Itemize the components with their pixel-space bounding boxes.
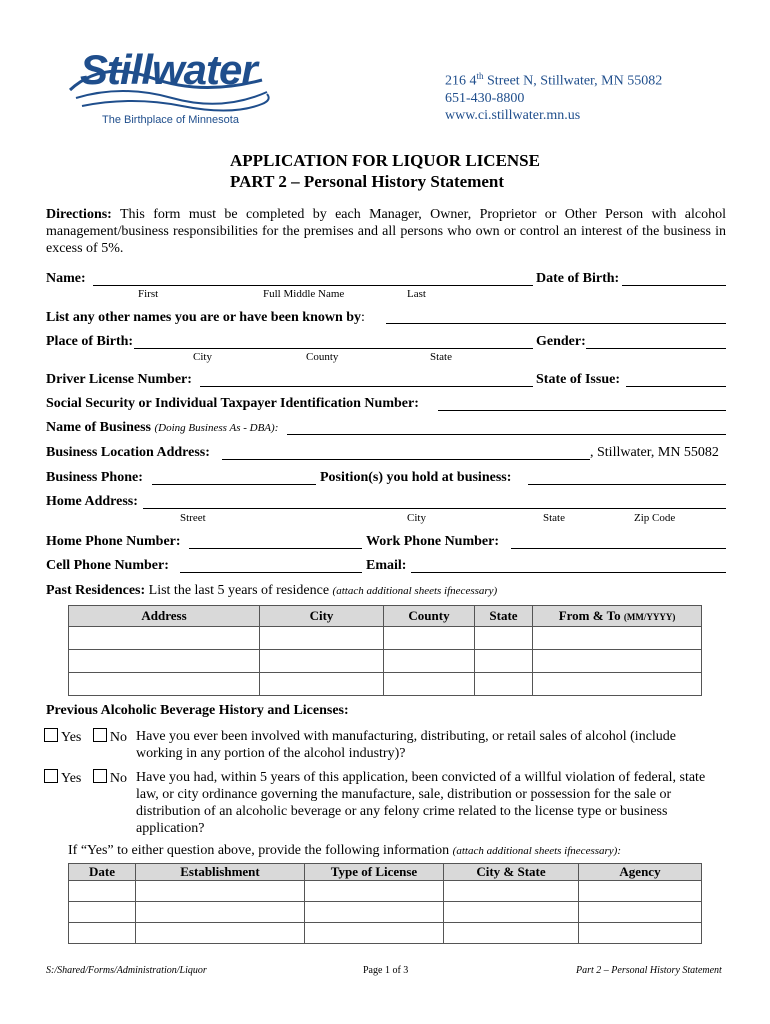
q2-no-checkbox[interactable] [93,769,107,783]
ha-state-caption: State [543,512,565,524]
gender-label: Gender: [536,334,586,349]
q1-yes-label: Yes [61,730,82,745]
q1-no-checkbox[interactable] [93,728,107,742]
ssn-input[interactable] [438,410,726,411]
business-phone-label: Business Phone: [46,470,143,485]
q2-options [44,769,127,787]
contact-phone: 651-430-8800 [445,90,525,106]
ha-zip-caption: Zip Code [634,512,676,524]
place-of-birth-label: Place of Birth: [46,334,134,349]
q1-no-label: No [109,730,127,745]
name-middle-caption: Full Middle Name [263,288,345,300]
footer-part: Part 2 – Personal History Statement [576,965,722,976]
gender-input[interactable] [586,348,726,349]
name-label: Name: [46,271,86,286]
contact-address: 216 4th Street N, Stillwater, MN 55082 [445,71,663,89]
directions-label: Directions: [46,207,112,222]
ha-city-caption: City [407,512,426,524]
pob-city-caption: City [193,351,212,363]
form-title [0,150,770,192]
business-phone-input[interactable] [152,484,316,485]
home-address-input[interactable] [143,508,726,509]
other-names-label: List any other names you are or have been known by: [46,310,365,325]
table-row[interactable] [69,627,702,650]
email-input[interactable] [411,572,726,573]
cell-phone-label: Cell Phone Number: [46,558,169,573]
business-location-input[interactable] [222,459,590,460]
name-last-caption: Last [407,288,426,300]
footer-path: S:/Shared/Forms/Administration/Liquor [46,965,207,976]
q1-text: Have you ever been involved with manufacturing, distributing, or retail sales of alcohol (include working in any portion of the alcohol industry)? [136,729,677,761]
logo-word: Stillwater [80,46,257,93]
email-label: Email: [366,558,407,573]
col-type-of-license: Type of License [305,864,444,881]
business-name-label: Name of Business (Doing Business As - DBA): [46,420,279,435]
col-city-state: City & State [444,864,579,881]
col-county: County [384,606,475,627]
table-row[interactable] [69,673,702,696]
q2-text: Have you had, within 5 years of this application, been convicted of a willful violation of federal, state law, or city ordinance governing the manufacture, sale, distribution or possession for the sale or distribution of an alcoholic beverage or any felony crime related to the license type or business application? [136,770,706,836]
past-residences-heading: Past Residences: List the last 5 years of residence (attach additional sheets ifnecessary) [46,583,498,598]
pob-county-caption: County [306,351,339,363]
work-phone-input[interactable] [511,548,726,549]
directions-text: This form must be completed by each Manager, Owner, Proprietor or Other Person with alcohol management/business responsibilities for the premises and all persons who own or control an interest of the business in excess of 5%. [46,207,726,256]
business-location-suffix: , Stillwater, MN 55082 [590,445,719,460]
directions [46,206,726,257]
cell-phone-input[interactable] [180,572,362,573]
positions-input[interactable] [528,484,726,485]
q2-yes-label: Yes [61,771,82,786]
col-city: City [260,606,384,627]
col-from-to: From & To (MM/YYYY) [533,606,702,627]
ha-street-caption: Street [180,512,206,524]
driver-license-input[interactable] [200,386,533,387]
col-address: Address [69,606,260,627]
table-row[interactable] [69,902,702,923]
home-phone-label: Home Phone Number: [46,534,181,549]
business-name-input[interactable] [287,434,726,435]
home-address-label: Home Address: [46,494,138,509]
logo-tagline: The Birthplace of Minnesota [102,114,239,126]
pob-state-caption: State [430,351,452,363]
city-logo [62,40,277,132]
home-phone-input[interactable] [189,548,362,549]
license-history-table [68,863,702,944]
contact-block [445,68,662,124]
place-of-birth-input[interactable] [134,348,533,349]
col-state: State [475,606,533,627]
dob-input[interactable] [622,285,726,286]
name-input[interactable] [93,285,533,286]
driver-license-label: Driver License Number: [46,372,192,387]
q2-no-label: No [109,771,127,786]
table-row[interactable] [69,923,702,944]
past-residences-table [68,605,702,696]
ssn-label: Social Security or Individual Taxpayer Identification Number: [46,396,419,411]
q1-options [44,728,127,746]
name-first-caption: First [138,288,159,300]
state-of-issue-input[interactable] [626,386,726,387]
col-date: Date [69,864,136,881]
title-line-1: APPLICATION FOR LIQUOR LICENSE [230,151,540,170]
footer-page: Page 1 of 3 [363,965,409,976]
state-of-issue-label: State of Issue: [536,372,620,387]
if-yes-instructions: If “Yes” to either question above, provide the following information (attach additional sheets ifnecessary): [68,843,621,858]
col-agency: Agency [579,864,702,881]
q2-yes-checkbox[interactable] [44,769,58,783]
other-names-input[interactable] [386,323,726,324]
dob-label: Date of Birth: [536,271,620,286]
contact-web[interactable]: www.ci.stillwater.mn.us [445,107,581,123]
title-line-2: PART 2 – Personal History Statement [230,172,505,191]
work-phone-label: Work Phone Number: [366,534,499,549]
business-location-label: Business Location Address: [46,445,210,460]
table-row[interactable] [69,650,702,673]
positions-label: Position(s) you hold at business: [320,470,512,485]
q1-yes-checkbox[interactable] [44,728,58,742]
col-establishment: Establishment [136,864,305,881]
table-row[interactable] [69,881,702,902]
history-heading: Previous Alcoholic Beverage History and Licenses: [46,703,349,718]
